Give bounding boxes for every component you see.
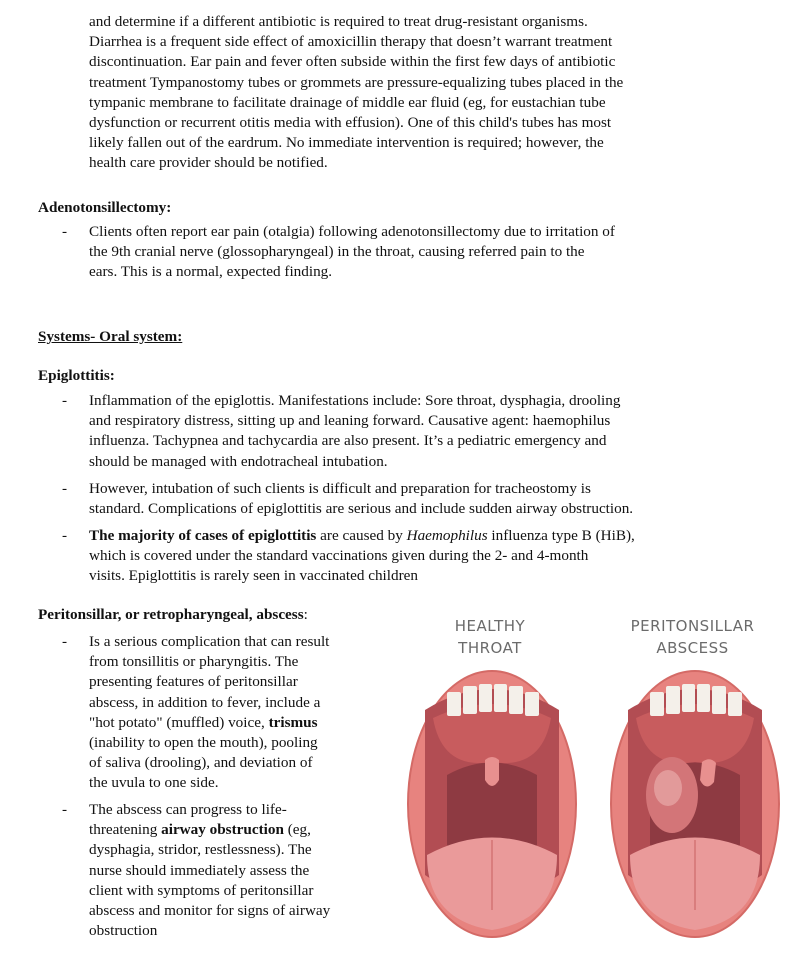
bullet-line: client with symptoms of peritonsillar [89, 881, 314, 899]
intro-line: treatment Tympanostomy tubes or grommets are pressure-equalizing tubes placed in the [89, 73, 624, 91]
uvula [485, 757, 499, 786]
intro-line: likely fallen out of the eardrum. No immediate intervention is required; however, the [89, 134, 604, 152]
bullet-line: and respiratory distress, sitting up and leaning forward. Causative agent: haemophilus [89, 412, 611, 430]
text-run: (eg, [283, 821, 311, 839]
bullet-line: visits. Epiglottitis is rarely seen in vaccinated children [89, 567, 418, 585]
healthy-mouth-icon [407, 670, 577, 938]
systems-oral-heading: Systems- Oral system: [38, 328, 183, 345]
abscess-mouth-icon [610, 670, 780, 938]
text-run: influenza type B (HiB), [487, 527, 635, 544]
bullet-dash: - [62, 633, 68, 650]
bullet-line: The abscess can progress to life- [89, 801, 287, 818]
deviated-uvula [700, 759, 716, 786]
intro-line: health care provider should be notified. [89, 154, 328, 172]
bold-term: airway obstruction [161, 821, 284, 839]
intro-line: discontinuation. Ear pain and fever often subside within the first few days of antibiotic [89, 53, 616, 71]
bullet-line: standard. Complications of epiglottitis are serious and include sudden airway obstruction. [89, 500, 634, 518]
bullet-line: abscess, in addition to fever, include a [89, 693, 321, 711]
bullet-dash: - [62, 801, 68, 818]
intro-line: dysfunction or recurrent otitis media with effusion). One of this child's tubes has most [89, 114, 612, 132]
abscess-highlight [654, 770, 682, 806]
heading-text: Peritonsillar, or retropharyngeal, abscess [38, 606, 304, 623]
bullet-line: Clients often report ear pain (otalgia) following adenotonsillectomy due to irritation of [89, 223, 615, 240]
bullet-line: nurse should immediately assess the [89, 861, 310, 879]
intro-line: tympanic membrane to facilitate drainage of middle ear fluid (eg, for eustachian tube [89, 93, 606, 111]
bullet-line: presenting features of peritonsillar [89, 673, 298, 691]
bullet-line: should be managed with endotracheal intubation. [89, 452, 388, 470]
bullet-dash: - [62, 480, 68, 497]
bullet-line: the uvula to one side. [89, 774, 219, 792]
bullet-line: obstruction [89, 922, 158, 940]
bullet-line [89, 526, 635, 546]
bullet-line: However, intubation of such clients is difficult and preparation for tracheostomy is [89, 480, 591, 497]
bullet-line: (inability to open the mouth), pooling [89, 734, 318, 752]
throat-illustration [405, 610, 785, 940]
label-line: HEALTHY [454, 617, 526, 635]
bold-term: trismus [268, 713, 318, 731]
adenotonsillectomy-heading: Adenotonsillectomy: [38, 199, 172, 216]
bullet-dash: - [62, 392, 68, 409]
intro-paragraph [89, 12, 749, 174]
bullet-line: the 9th cranial nerve (glossopharyngeal) in the throat, causing referred pain to the [89, 243, 585, 261]
text-run: are caused by [316, 527, 407, 544]
bullet-dash: - [62, 527, 68, 544]
peritonsillar-abscess-label [605, 615, 780, 659]
bullet-line: dysphagia, stridor, restlessness). The [89, 841, 312, 859]
text-run: threatening [89, 821, 162, 839]
bullet-line: Inflammation of the epiglottis. Manifestations include: Sore throat, dysphagia, drooling [89, 392, 621, 409]
bullet-line: from tonsillitis or pharyngitis. The [89, 653, 299, 671]
bullet-line: Is a serious complication that can result [89, 633, 330, 650]
intro-line: Diarrhea is a frequent side effect of amoxicillin therapy that doesn’t warrant treatment [89, 33, 613, 51]
bold-lead: The majority of cases of epiglottitis [89, 527, 317, 544]
label-line: PERITONSILLAR [630, 617, 755, 635]
label-line: ABSCESS [656, 639, 729, 657]
heading-colon: : [303, 606, 308, 623]
bullet-line: ears. This is a normal, expected finding. [89, 263, 333, 281]
bullet-line: which is covered under the standard vaccinations given during the 2- and 4-month [89, 547, 589, 565]
bullet-line: of saliva (drooling), and deviation of [89, 754, 313, 772]
text-run: "hot potato" (muffled) voice, [89, 713, 269, 731]
label-line: THROAT [458, 639, 522, 657]
bullet-line: influenza. Tachypnea and tachycardia are also present. It’s a pediatric emergency and [89, 432, 607, 450]
italic-word: Haemophilus [406, 527, 488, 544]
bullet-line [89, 820, 330, 840]
bullet-line: abscess and monitor for signs of airway [89, 902, 331, 920]
intro-line: and determine if a different antibiotic is required to treat drug-resistant organisms. [89, 13, 588, 30]
bullet-dash: - [62, 223, 68, 240]
bullet-line [89, 713, 329, 733]
healthy-throat-label [415, 615, 565, 659]
epiglottitis-heading: Epiglottitis: [38, 367, 115, 384]
peritonsillar-heading [38, 605, 308, 625]
